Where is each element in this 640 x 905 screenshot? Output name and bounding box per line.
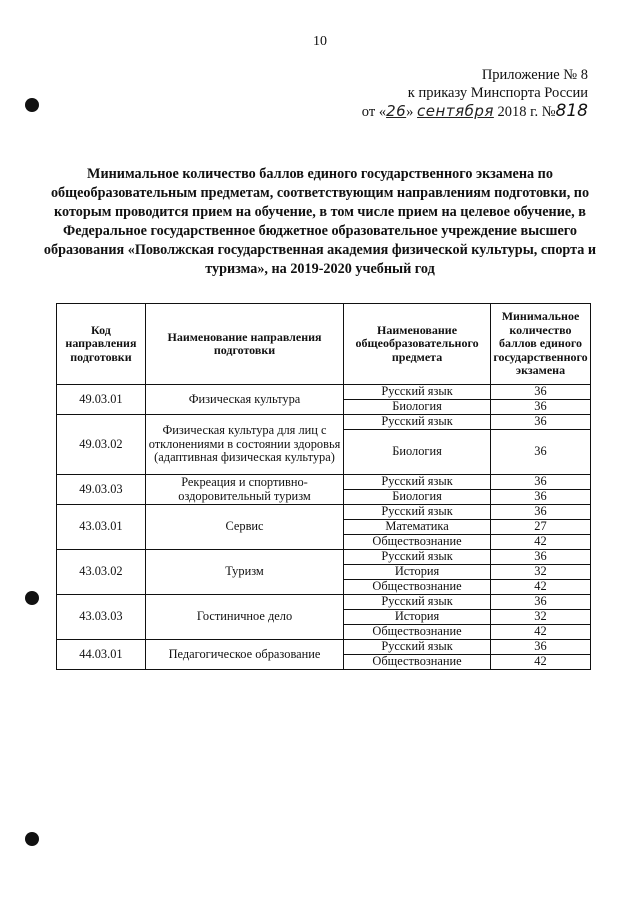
table-row [57,640,591,655]
direction-code-cell: 49.03.02 [57,415,146,475]
subject-cell: Обществознание [344,580,491,595]
annex-date-line [318,102,588,121]
direction-name-cell: Физическая культура для лиц с отклонениями в состоянии здоровья (адаптивная физическая культура) [145,415,343,475]
direction-code-cell: 49.03.03 [57,475,146,505]
subject-cell: Русский язык [344,595,491,610]
min-score-cell: 32 [490,610,590,625]
header-code: Код направления подготовки [57,304,146,385]
subject-cell: Русский язык [344,385,491,400]
direction-name-cell: Рекреация и спортивно-оздоровительный туризм [145,475,343,505]
table-row [57,475,591,490]
subject-cell: Биология [344,400,491,415]
direction-name-cell: Физическая культура [145,385,343,415]
punch-hole-mark [25,832,39,846]
table-row [57,505,591,520]
header-subject: Наименование общеобразовательного предмета [344,304,491,385]
min-score-cell: 27 [490,520,590,535]
min-score-cell: 36 [490,400,590,415]
min-score-cell: 36 [490,475,590,490]
punch-hole-mark [25,98,39,112]
min-score-cell: 36 [490,490,590,505]
subject-cell: Обществознание [344,655,491,670]
punch-hole-mark [25,591,39,605]
subject-cell: Обществознание [344,535,491,550]
document-title: Минимальное количество баллов единого государственного экзамена по общеобразовательным предметам, соответствующим направлениям подготовки, по которым проводится прием на обучение, в том числе прием на целевое обучение, в Федеральное государственное бюджетное образовательное учреждение высшего образования «Поволжская государственная академия физической культуры, спорта и туризма», на 2019-2020 учебный год [43,166,597,277]
page-number: 10 [313,34,327,49]
table-row [57,415,591,430]
handwritten-day: 26 [386,102,407,120]
direction-name-cell: Сервис [145,505,343,550]
min-score-cell: 36 [490,415,590,430]
header-direction: Наименование направления подготовки [145,304,343,385]
direction-name-cell: Туризм [145,550,343,595]
table-row [57,595,591,610]
subject-cell: История [344,565,491,580]
direction-name-cell: Гостиничное дело [145,595,343,640]
table-row [57,385,591,400]
direction-code-cell: 43.03.02 [57,550,146,595]
table-row [57,550,591,565]
subject-cell: Русский язык [344,475,491,490]
date-prefix: от « [361,104,387,120]
subject-cell: Обществознание [344,625,491,640]
annex-reference [318,66,588,121]
subject-cell: Русский язык [344,415,491,430]
header-min-score: Минимальное количество баллов единого государственного экзамена [490,304,590,385]
min-score-cell: 36 [490,505,590,520]
min-score-cell: 36 [490,385,590,400]
min-score-cell: 36 [490,430,590,475]
min-score-cell: 42 [490,655,590,670]
annex-order-ref: к приказу Минспорта России [407,85,588,101]
table-header-row [57,304,591,385]
min-score-cell: 42 [490,535,590,550]
min-score-cell: 42 [490,625,590,640]
direction-name-cell: Педагогическое образование [145,640,343,670]
subject-cell: Биология [344,490,491,505]
direction-code-cell: 44.03.01 [57,640,146,670]
min-score-cell: 36 [490,640,590,655]
date-year: 2018 г. № [497,104,556,120]
min-score-cell: 42 [490,580,590,595]
handwritten-month: сентября [417,102,494,120]
annex-title: Приложение № 8 [481,67,588,83]
direction-code-cell: 43.03.03 [57,595,146,640]
subject-cell: Математика [344,520,491,535]
scores-table [56,303,591,670]
subject-cell: История [344,610,491,625]
min-score-cell: 32 [490,565,590,580]
subject-cell: Русский язык [344,640,491,655]
direction-code-cell: 43.03.01 [57,505,146,550]
date-quote: » [406,104,414,120]
min-score-cell: 36 [490,595,590,610]
handwritten-order-number: 818 [555,101,588,121]
subject-cell: Русский язык [344,505,491,520]
min-score-cell: 36 [490,550,590,565]
direction-code-cell: 49.03.01 [57,385,146,415]
subject-cell: Биология [344,430,491,475]
subject-cell: Русский язык [344,550,491,565]
